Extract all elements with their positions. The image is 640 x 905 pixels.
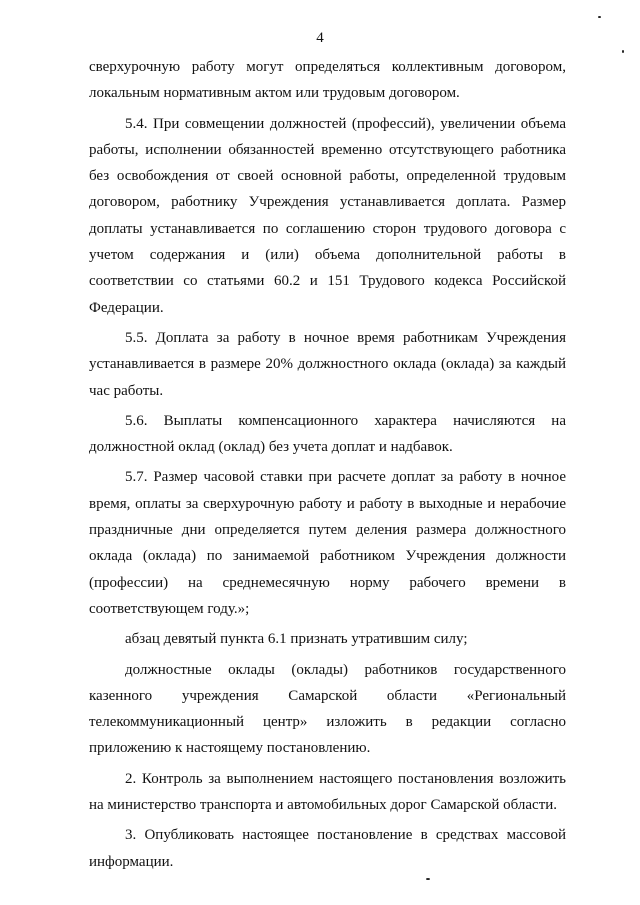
scan-speck [598, 16, 601, 18]
paragraph-control: 2. Контроль за выполнением настоящего постановления возложить на министерство транспорта и автомобильных дорог Самарской области. [89, 770, 566, 814]
scan-speck [622, 50, 624, 53]
document-body [89, 54, 566, 875]
paragraph-5-7: 5.7. Размер часовой ставки при расчете доплат за работу в ночное время, оплаты за сверхурочную работу и работу в выходные и нерабочие праздничные дни определяется путем деления размера должностного оклада (оклада) по занимаемой работником Учреждения должности (профессии) на среднемесячную норму рабочего времени в соответствующем году.»; [89, 469, 566, 617]
paragraph-salaries: должностные оклады (оклады) работников государственного казенного учреждения Самарской области «Региональный телекоммуникационный центр» изложить в редакции согласно приложению к настоящему постановлению. [89, 661, 566, 757]
paragraph-repeal-6-1: абзац девятый пункта 6.1 признать утратившим силу; [125, 631, 468, 648]
paragraph-publish: 3. Опубликовать настоящее постановление в средствах массовой информации. [89, 827, 566, 870]
page-number: 4 [316, 30, 324, 46]
scan-speck [426, 878, 430, 880]
paragraph-5-6: 5.6. Выплаты компенсационного характера начисляются на должностной оклад (оклад) без учета доплат и надбавок. [89, 412, 566, 456]
paragraph-overtime-continuation: сверхурочную работу могут определяться коллективным договором, локальным нормативным актом или трудовым договором. [89, 59, 566, 102]
paragraph-5-4: 5.4. При совмещении должностей (профессий), увеличении объема работы, исполнении обязанностей временно отсутствующего работника без освобождения от своей основной работы, определенной трудовым договором, работнику Учреждения устанавливается доплата. Размер доплаты устанавливается по соглашению сторон трудового договора с учетом содержания и (или) объема дополнительной работы в соответствии со статьями 60.2 и 151 Трудового кодекса Российской Федерации. [89, 115, 566, 316]
paragraph-5-5: 5.5. Доплата за работу в ночное время работникам Учреждения устанавливается в размере 20% должностного оклада (оклада) за каждый час работы. [89, 329, 566, 399]
